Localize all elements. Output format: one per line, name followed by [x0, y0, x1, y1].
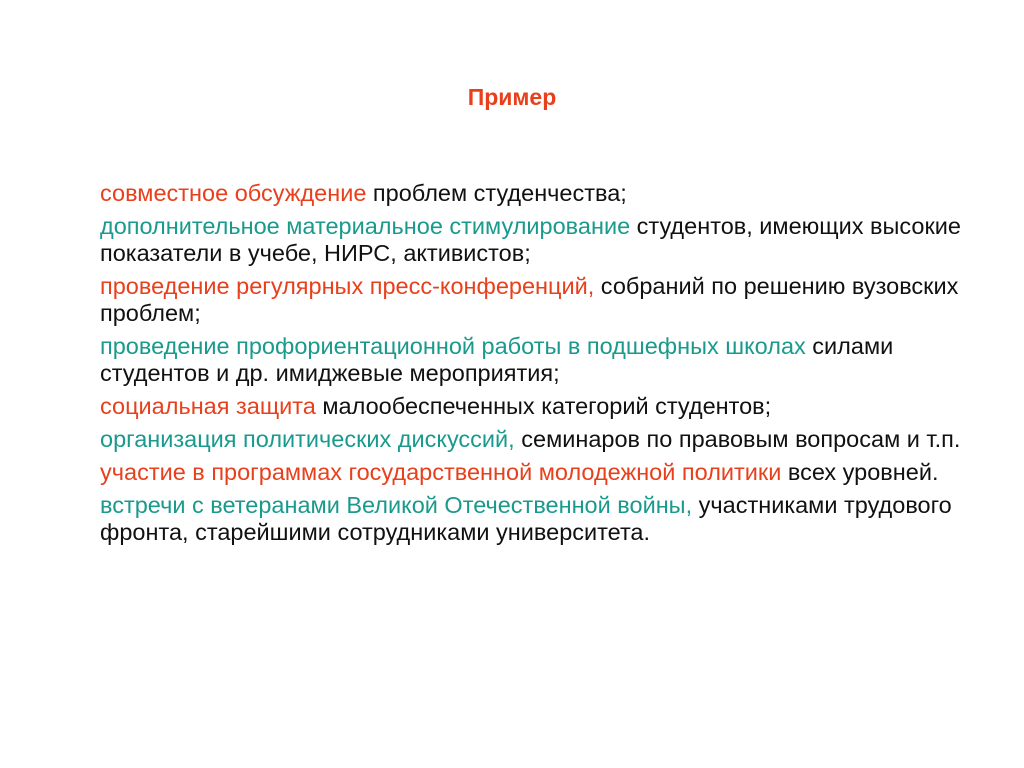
item-highlight: дополнительное материальное стимулирование [100, 213, 631, 239]
list-item [100, 333, 980, 387]
item-highlight: участие в программах государственной молодежной политики [100, 459, 782, 485]
list-item [100, 426, 980, 453]
item-highlight: социальная защита [100, 393, 316, 419]
list-item [100, 459, 980, 486]
list-item [100, 492, 980, 546]
item-highlight: проведение регулярных пресс-конференций, [100, 273, 595, 299]
item-text: студентов, имеющих высокие показатели в учебе, НИРС, активистов; [100, 213, 961, 266]
list-item [100, 393, 980, 420]
item-text: участниками трудового фронта, старейшими сотрудниками университета. [100, 492, 952, 545]
list-item [100, 180, 980, 207]
item-text: собраний по решению вузовских проблем; [100, 273, 959, 326]
slide-title: Пример [467, 84, 557, 110]
item-highlight: проведение профориентационной работы в подшефных школах [100, 333, 806, 359]
item-highlight: организация политических дискуссий, [100, 426, 515, 452]
list-item [100, 213, 980, 267]
item-text: силами студентов и др. имиджевые мероприятия; [100, 333, 894, 386]
item-text: проблем студенчества; [366, 180, 627, 206]
item-highlight: встречи с ветеранами Великой Отечественной войны, [100, 492, 693, 518]
item-text: малообеспеченных категорий студентов; [315, 393, 772, 419]
item-list [100, 180, 980, 552]
list-item [100, 273, 980, 327]
item-text: всех уровней. [781, 459, 939, 485]
item-highlight: совместное обсуждение [100, 180, 367, 206]
item-text: семинаров по правовым вопросам и т.п. [514, 426, 961, 452]
